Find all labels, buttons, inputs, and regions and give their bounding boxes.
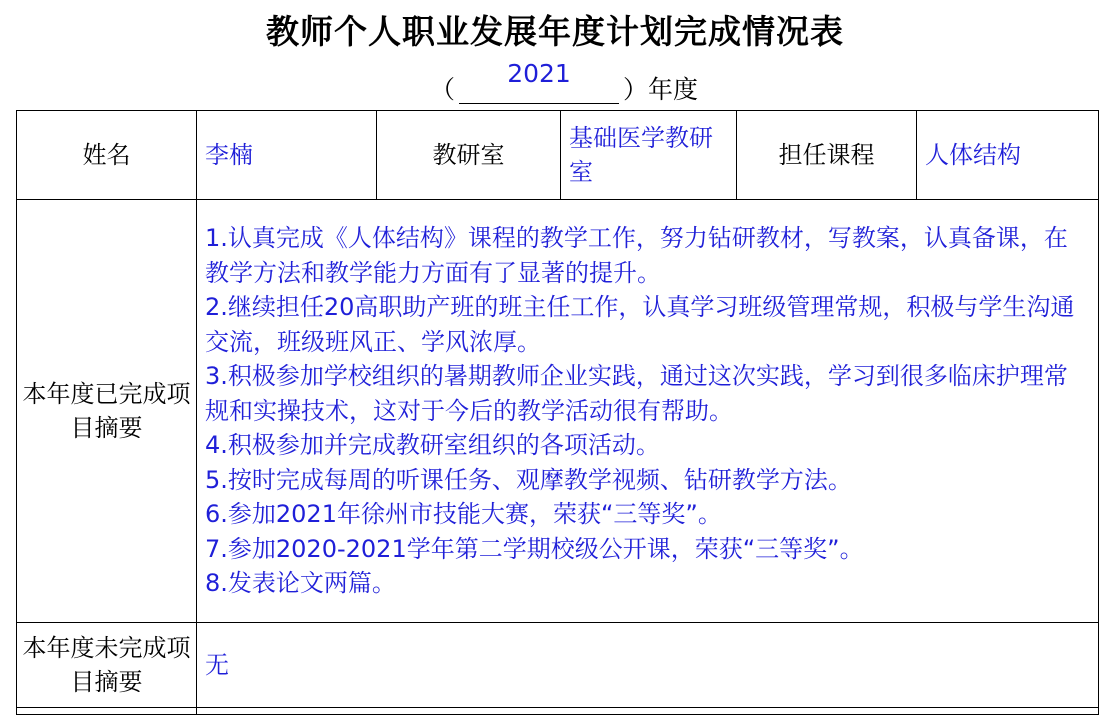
year-close-paren: ）	[623, 75, 649, 104]
list-item: 5.按时完成每周的听课任务、观摩教学视频、钻研教学方法。	[205, 465, 852, 494]
dept-label: 教研室	[377, 111, 561, 200]
list-item: 4.积极参加并完成教研室组织的各项活动。	[205, 431, 660, 460]
completed-label	[17, 200, 197, 623]
uncompleted-label-text: 本年度未完成项目摘要	[22, 634, 191, 696]
uncompleted-label	[17, 623, 197, 708]
year-suffix: 年度	[648, 75, 699, 104]
course-value[interactable]: 人体结构	[917, 111, 1099, 200]
list-item: 7.参加2020-2021学年第二学期校级公开课，荣获“三等奖”。	[205, 534, 864, 563]
list-item: 2.继续担任20高职助产班的班主任工作，认真学习班级管理常规，积极与学生沟通交流，班级班风正、学风浓厚。	[205, 293, 1075, 356]
next-row-partial	[17, 708, 1099, 715]
year-open-paren: （	[430, 75, 456, 104]
year-value: 2021	[507, 59, 571, 88]
plan-table	[16, 110, 1099, 715]
course-label: 担任课程	[737, 111, 917, 200]
completed-items-cell[interactable]	[197, 200, 1099, 623]
list-item: 6.参加2021年徐州市技能大赛，荣获“三等奖”。	[205, 500, 722, 529]
next-row-value-cell	[197, 708, 1099, 715]
next-row-label-cell	[17, 708, 197, 715]
list-item: 3.积极参加学校组织的暑期教师企业实践，通过这次实践，学习到很多临床护理常规和实操技术，这对于今后的教学活动很有帮助。	[205, 362, 1068, 425]
name-value[interactable]: 李楠	[197, 111, 377, 200]
year-line	[430, 59, 699, 110]
page-title: 教师个人职业发展年度计划完成情况表	[266, 12, 844, 51]
completed-items	[197, 215, 1098, 607]
uncompleted-row	[17, 623, 1099, 708]
dept-value[interactable]: 基础医学教研室	[561, 111, 737, 200]
completed-label-text: 本年度已完成项目摘要	[22, 380, 191, 442]
list-item: 1.认真完成《人体结构》课程的教学工作，努力钻研教材，写教案，认真备课，在教学方法和教学能力方面有了显著的提升。	[205, 224, 1068, 287]
header-row	[17, 111, 1099, 200]
year-field[interactable]	[459, 59, 619, 104]
completed-row	[17, 200, 1099, 623]
uncompleted-value[interactable]: 无	[197, 623, 1099, 708]
list-item: 8.发表论文两篇。	[205, 569, 396, 598]
name-label: 姓名	[17, 111, 197, 200]
